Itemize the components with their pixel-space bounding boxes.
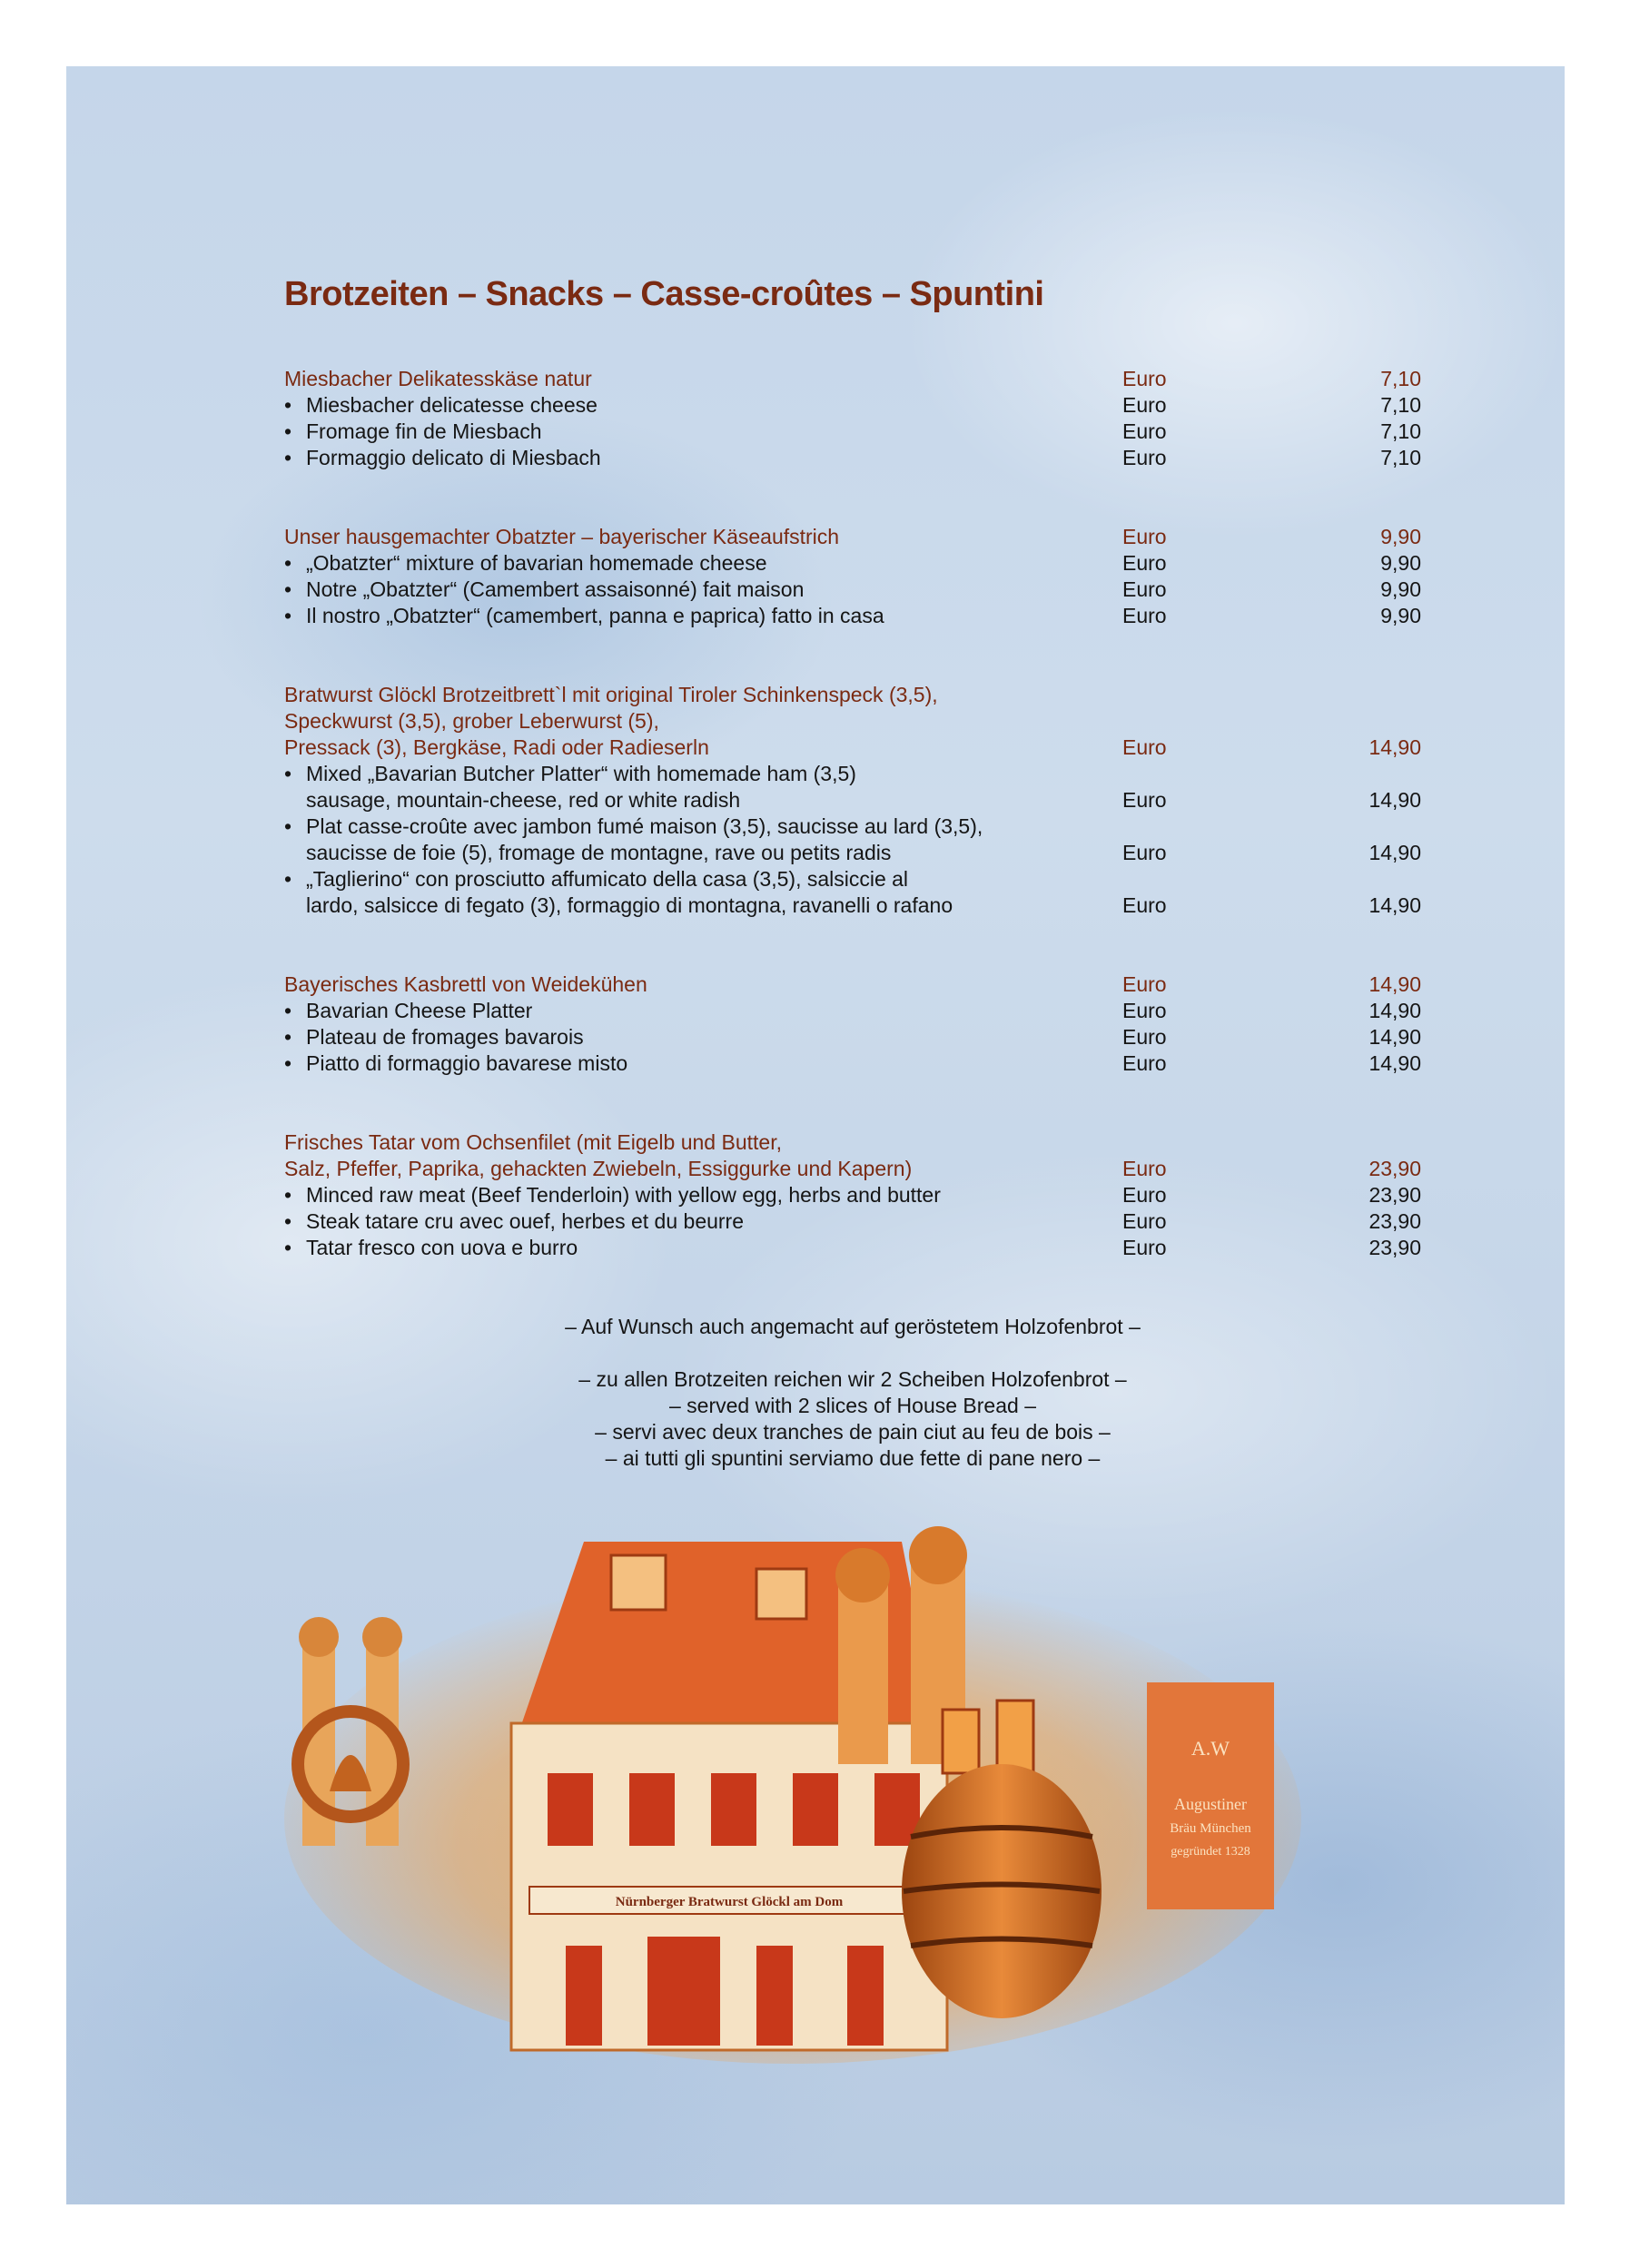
bullet-icon: • (284, 551, 292, 575)
item-price: 7,10 (1380, 367, 1421, 390)
currency-label: Euro (1122, 393, 1167, 417)
item-name: lardo, salsicce di fegato (3), formaggio di montagna, ravanelli o rafano (306, 893, 953, 917)
menu-item-translation (284, 1208, 1421, 1235)
item-name: sausage, mountain-cheese, red or white radish (306, 788, 741, 812)
bullet-icon: • (284, 604, 292, 627)
currency-label: Euro (1122, 1183, 1167, 1207)
bread-note-it: – ai tutti gli spuntini serviamo due fette di pane nero – (605, 1446, 1101, 1470)
item-name: Bratwurst Glöckl Brotzeitbrett`l mit original Tiroler Schinkenspeck (3,5), (284, 683, 938, 706)
menu-item-heading (284, 735, 1421, 761)
item-price: 9,90 (1380, 525, 1421, 548)
item-name: Unser hausgemachter Obatzter – bayerischer Käseaufstrich (284, 525, 840, 548)
currency-label: Euro (1122, 999, 1167, 1022)
menu-item-heading (284, 1129, 1421, 1156)
menu-item-translation (284, 445, 1421, 471)
currency-label: Euro (1122, 1209, 1167, 1233)
item-price: 14,90 (1368, 735, 1421, 759)
currency-label: Euro (1122, 972, 1167, 996)
menu-item-translation (284, 1235, 1421, 1261)
item-name: Minced raw meat (Beef Tenderloin) with yellow egg, herbs and butter (306, 1183, 941, 1207)
currency-label: Euro (1122, 446, 1167, 469)
item-price: 23,90 (1368, 1157, 1421, 1180)
currency-label: Euro (1122, 841, 1167, 864)
bread-note-fr: – servi avec deux tranches de pain ciut au feu de bois – (595, 1420, 1111, 1444)
menu-item-translation (284, 419, 1421, 445)
item-name: Speckwurst (3,5), grober Leberwurst (5), (284, 709, 659, 733)
menu-item-heading (284, 708, 1421, 735)
currency-label: Euro (1122, 577, 1167, 601)
item-price: 14,90 (1368, 788, 1421, 812)
item-price: 14,90 (1368, 1025, 1421, 1049)
bread-note-en: – served with 2 slices of House Bread – (669, 1394, 1036, 1417)
item-price: 14,90 (1368, 893, 1421, 917)
currency-label: Euro (1122, 551, 1167, 575)
item-name: Piatto di formaggio bavarese misto (306, 1051, 628, 1075)
item-price: 7,10 (1380, 393, 1421, 417)
menu-item-translation (284, 392, 1421, 419)
currency-label: Euro (1122, 419, 1167, 443)
item-price: 7,10 (1380, 446, 1421, 469)
item-name: Bayerisches Kasbrettl von Weidekühen (284, 972, 647, 996)
item-price: 9,90 (1380, 604, 1421, 627)
bread-note-de: – zu allen Brotzeiten reichen wir 2 Scheiben Holzofenbrot – (578, 1367, 1127, 1391)
item-price: 23,90 (1368, 1209, 1421, 1233)
item-name: Il nostro „Obatzter“ (camembert, panna e paprica) fatto in casa (306, 604, 884, 627)
bullet-icon: • (284, 867, 292, 891)
menu-item-translation (284, 998, 1421, 1024)
facade-sign: Nürnberger Bratwurst Glöckl am Dom (615, 1895, 844, 1909)
item-name: Steak tatare cru avec ouef, herbes et du beurre (306, 1209, 745, 1233)
currency-label: Euro (1122, 893, 1167, 917)
bullet-icon: • (284, 446, 292, 469)
item-name: Plat casse-croûte avec jambon fumé maison (3,5), saucisse au lard (3,5), (306, 814, 983, 838)
bullet-icon: • (284, 419, 292, 443)
currency-label: Euro (1122, 367, 1167, 390)
item-name: Frisches Tatar vom Ochsenfilet (mit Eigelb und Butter, (284, 1130, 782, 1154)
currency-label: Euro (1122, 1025, 1167, 1049)
banner-line: gegründet 1328 (1171, 1845, 1250, 1859)
item-price: 14,90 (1368, 1051, 1421, 1075)
menu-page (66, 66, 1565, 2204)
item-name: Bavarian Cheese Platter (306, 999, 533, 1022)
bullet-icon: • (284, 1236, 292, 1259)
item-name: Miesbacher Delikatesskäse natur (284, 367, 592, 390)
bullet-icon: • (284, 1051, 292, 1075)
currency-label: Euro (1122, 1051, 1167, 1075)
item-price: 7,10 (1380, 419, 1421, 443)
brewery-banner (1147, 1682, 1274, 1909)
menu-item-translation (284, 892, 1421, 919)
preparation-note: – Auf Wunsch auch angemacht auf geröstetem Holzofenbrot – (565, 1315, 1141, 1338)
menu-item-heading (284, 524, 1421, 550)
item-price: 23,90 (1368, 1236, 1421, 1259)
banner-monogram: A.W (1190, 1737, 1230, 1760)
menu-item-translation (284, 840, 1421, 866)
item-name: Plateau de fromages bavarois (306, 1025, 584, 1049)
currency-label: Euro (1122, 604, 1167, 627)
item-price: 14,90 (1368, 841, 1421, 864)
bullet-icon: • (284, 1183, 292, 1207)
currency-label: Euro (1122, 1157, 1167, 1180)
currency-label: Euro (1122, 788, 1167, 812)
menu-item-translation (284, 761, 1421, 787)
menu-item-translation (284, 787, 1421, 814)
item-name: Fromage fin de Miesbach (306, 419, 542, 443)
menu-item-translation (284, 1024, 1421, 1050)
item-name: saucisse de foie (5), fromage de montagne, rave ou petits radis (306, 841, 892, 864)
menu-item-heading (284, 366, 1421, 392)
menu-item-translation (284, 814, 1421, 840)
banner-line: Bräu München (1170, 1821, 1251, 1836)
menu-item-heading (284, 971, 1421, 998)
bullet-icon: • (284, 577, 292, 601)
bullet-icon: • (284, 999, 292, 1022)
menu-item-translation (284, 1050, 1421, 1077)
currency-label: Euro (1122, 735, 1167, 759)
menu-title: Brotzeiten – Snacks – Casse-croûtes – Spuntini (284, 275, 1044, 313)
menu-item-translation (284, 577, 1421, 603)
item-name: Miesbacher delicatesse cheese (306, 393, 598, 417)
item-price: 14,90 (1368, 972, 1421, 996)
item-price: 9,90 (1380, 551, 1421, 575)
item-name: Tatar fresco con uova e burro (306, 1236, 578, 1259)
menu-item-translation (284, 550, 1421, 577)
item-price: 23,90 (1368, 1183, 1421, 1207)
beer-barrel-icon (902, 1764, 1101, 2018)
item-price: 14,90 (1368, 999, 1421, 1022)
item-name: „Obatzter“ mixture of bavarian homemade cheese (306, 551, 767, 575)
banner-line: Augustiner (1174, 1795, 1247, 1813)
menu-item-heading (284, 1156, 1421, 1182)
item-name: Salz, Pfeffer, Paprika, gehackten Zwiebeln, Essiggurke und Kapern) (284, 1157, 913, 1180)
menu-item-translation (284, 866, 1421, 892)
item-name: Notre „Obatzter“ (Camembert assaisonné) fait maison (306, 577, 805, 601)
bullet-icon: • (284, 762, 292, 785)
tavern-illustration (284, 1519, 1329, 2064)
item-name: „Taglierino“ con prosciutto affumicato della casa (3,5), salsiccie al (306, 867, 909, 891)
menu-item-translation (284, 1182, 1421, 1208)
bullet-icon: • (284, 1025, 292, 1049)
item-name: Pressack (3), Bergkäse, Radi oder Radieserln (284, 735, 709, 759)
bullet-icon: • (284, 393, 292, 417)
menu-item-translation (284, 603, 1421, 629)
menu-item-heading (284, 682, 1421, 708)
item-name: Mixed „Bavarian Butcher Platter“ with homemade ham (3,5) (306, 762, 856, 785)
bullet-icon: • (284, 1209, 292, 1233)
item-name: Formaggio delicato di Miesbach (306, 446, 601, 469)
currency-label: Euro (1122, 525, 1167, 548)
currency-label: Euro (1122, 1236, 1167, 1259)
item-price: 9,90 (1380, 577, 1421, 601)
bullet-icon: • (284, 814, 292, 838)
